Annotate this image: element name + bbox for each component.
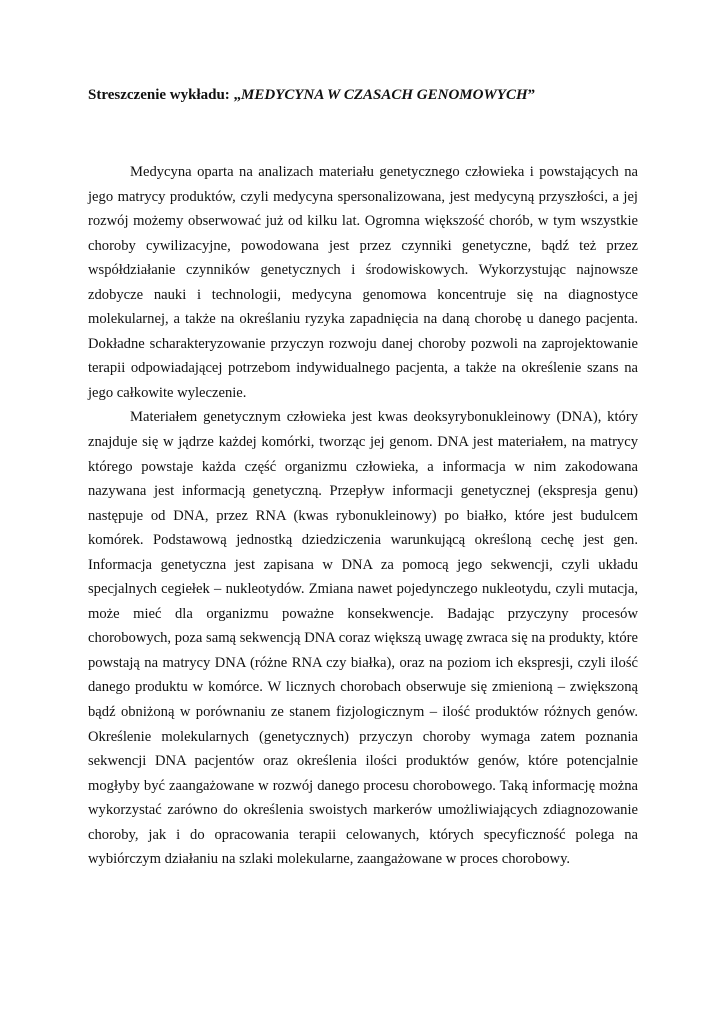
paragraph-2: Materiałem genetycznym człowieka jest kwas deoksyrybonukleinowy (DNA), który znajduje się w jądrze każdej komórki, tworząc jej genom. DNA jest materiałem, na matrycy którego powstaje każda część organizmu człowieka, a informacja w nim zakodowana nazywana jest informacją genetyczną. Przepływ informacji genetycznej (ekspresja genu) następuje od DNA, przez RNA (kwas rybonukleinowy) po białko, które jest budulcem komórek. Podstawową jednostką dziedziczenia warunkującą określoną cechę jest gen. Informacja genetyczna jest zapisana w DNA za pomocą jego sekwencji, czyli układu specjalnych cegiełek – nukleotydów. Zmiana nawet pojedynczego nukleotydu, czyli mutacja, może mieć dla organizmu poważne konsekwencje. Badając przyczyny procesów chorobowych, poza samą sekwencją DNA coraz większą uwagę zwraca się na produkty, które powstają na matrycy DNA (różne RNA czy białka), oraz na poziom ich ekspresji, czyli ilość danego produktu w komórce. W licznych chorobach obserwuje się zmienioną – zwiększoną bądź obniżoną w porównaniu ze stanem fizjologicznym – ilość produktów różnych genów. Określenie molekularnych (genetycznych) przyczyn choroby wymaga zatem poznania sekwencji DNA pacjentów oraz określenia ilości produktów genów, które potencjalnie mogłyby być zaangażowane w rozwój danego procesu chorobowego. Taką informację można wykorzystać zarówno do określenia swoistych markerów umożliwiających zdiagnozowanie choroby, jak i do opracowania terapii celowanych, których specyficzność polega na wybiórczym działaniu na szlaki molekularne, zaangażowane w proces chorobowy.	[88, 409, 638, 868]
paragraph-1: Medycyna oparta na analizach materiału genetycznego człowieka i powstających na jego matrycy produktów, czyli medycyna spersonalizowana, jest medycyną przyszłości, a jej rozwój możemy obserwować już od kilku lat. Ogromna większość chorób, w tym wszystkie choroby cywilizacyjne, powodowana jest przez czynniki genetyczne, bądź też przez współdziałanie czynników genetycznych i środowiskowych. Wykorzystując najnowsze zdobycze nauki i technologii, medycyna genomowa koncentruje się na diagnostyce molekularnej, a także na określaniu ryzyka zapadnięcia na daną chorobę u danego pacjenta. Dokładne scharakteryzowanie przyczyn rozwoju danej choroby pozwoli na zaprojektowanie terapii odpowiadającej potrzebom indywidualnego pacjenta, a także na określenie szans na jego całkowite wyleczenie.	[88, 164, 638, 401]
title-suffix: ”	[527, 87, 536, 103]
document-title	[88, 85, 648, 105]
title-prefix: Streszczenie wykładu: „	[88, 87, 242, 103]
document-body	[88, 160, 638, 872]
title-emphasis: MEDYCYNA W CZASACH GENOMOWYCH	[241, 87, 528, 103]
